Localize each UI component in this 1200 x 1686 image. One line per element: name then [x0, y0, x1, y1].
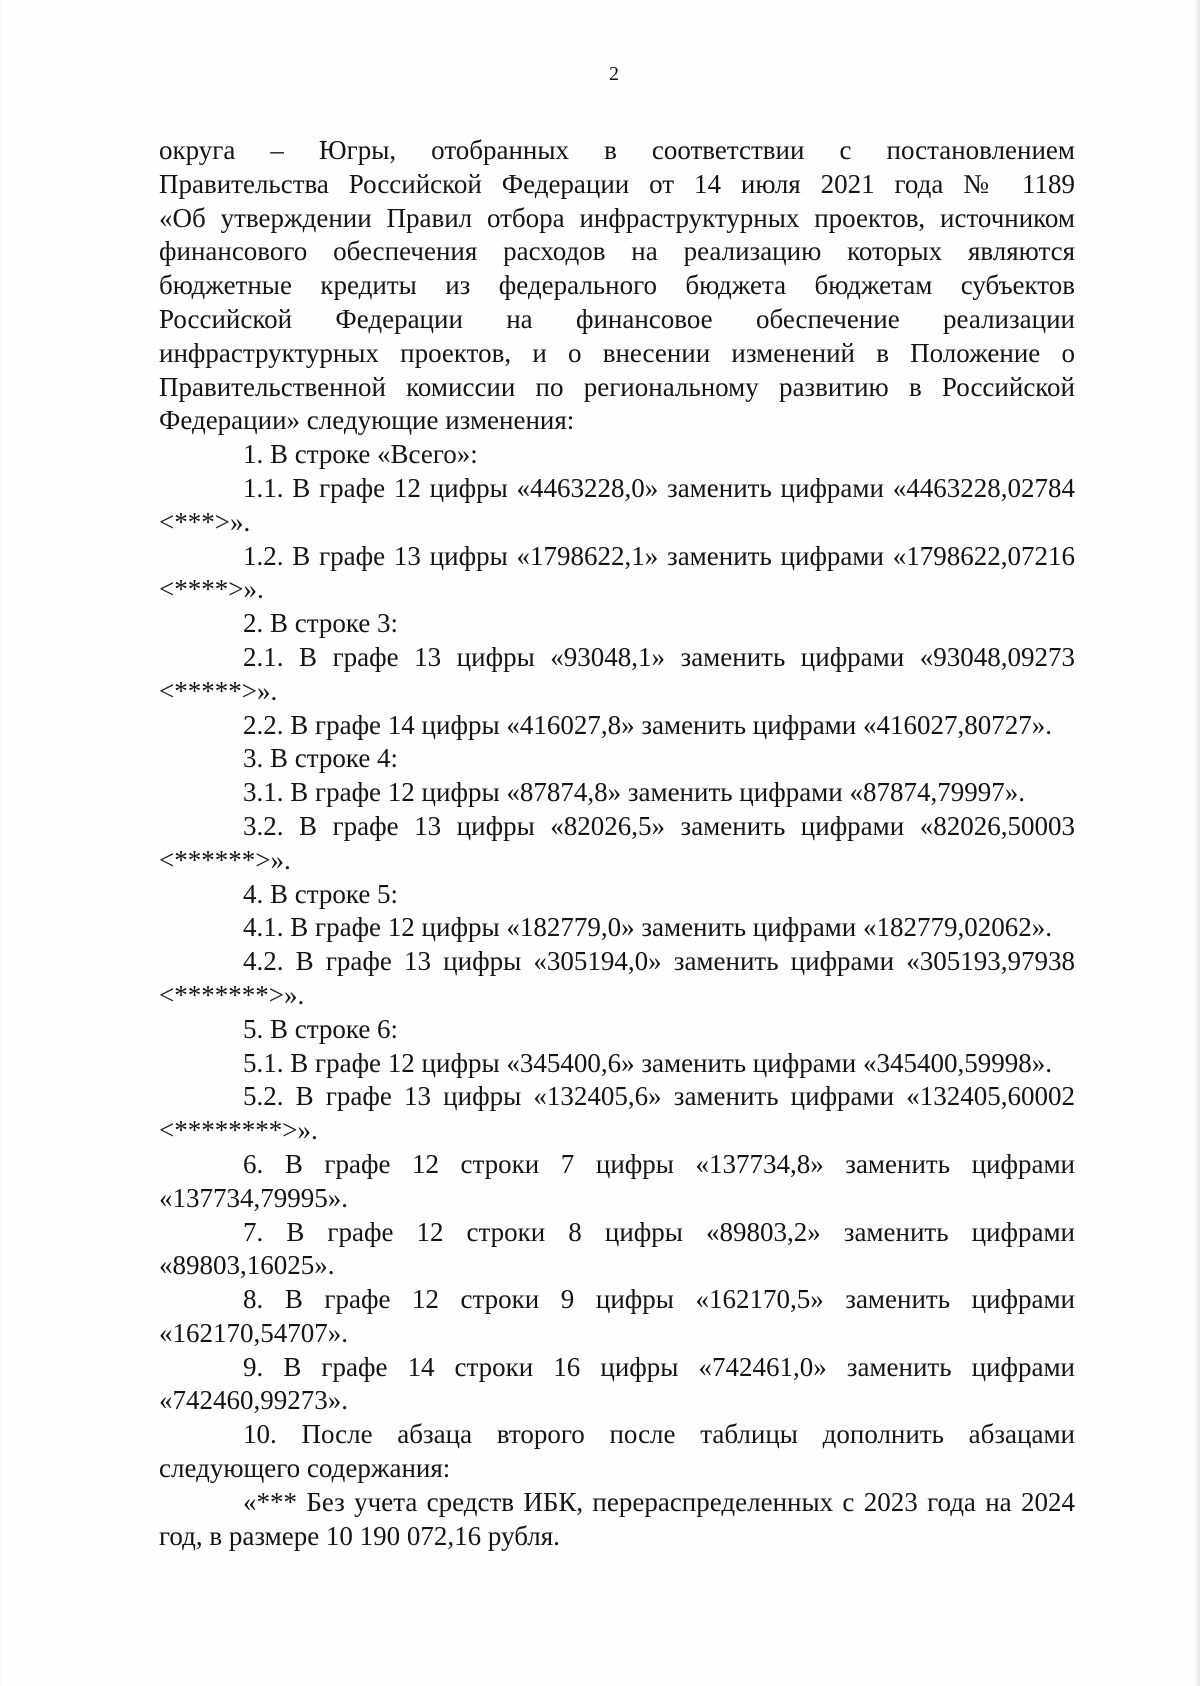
intro-line: Правительственной комиссии по региональному развитию в Российской	[159, 371, 1075, 402]
amendment-item: 8. В графе 12 строки 9 цифры «162170,5» заменить цифрами «162170,54707».	[159, 1284, 1075, 1348]
amendment-item: 1.2. В графе 13 цифры «1798622,1» заменить цифрами «1798622,07216 <****>».	[159, 540, 1075, 605]
amendment-item: 3.1. В графе 12 цифры «87874,8» заменить цифрами «87874,79997».	[243, 777, 1025, 808]
intro-line: округа – Югры, отобранных в соответствии с постановлением	[159, 135, 1075, 165]
amendment-item: 5.2. В графе 13 цифры «132405,6» заменить цифрами «132405,60002 <********>».	[159, 1081, 1075, 1146]
intro-line: Правительства Российской Федерации от 14 июля 2021 года № 1189	[159, 168, 1075, 199]
page-number: 2	[609, 63, 619, 85]
scan-edge-left	[0, 0, 3, 1686]
intro-line: «Об утверждении Правил отбора инфраструктурных проектов, источником	[159, 202, 1075, 233]
document-body	[159, 134, 1075, 1553]
amendment-item: 3. В строке 4:	[243, 743, 399, 774]
amendment-item: 1. В строке «Всего»:	[243, 439, 478, 470]
amendment-item: 3.2. В графе 13 цифры «82026,5» заменить цифрами «82026,50003 <******>».	[159, 810, 1075, 875]
amendment-item: 4.1. В графе 12 цифры «182779,0» заменить цифрами «182779,02062».	[243, 912, 1052, 943]
amendment-item: 1.1. В графе 12 цифры «4463228,0» заменить цифрами «4463228,02784 <***>».	[159, 472, 1075, 537]
amendment-item: 2.2. В графе 14 цифры «416027,8» заменить цифрами «416027,80727».	[243, 709, 1052, 740]
intro-line: финансового обеспечения расходов на реализацию которых являются	[159, 236, 1075, 267]
amendment-item: 5. В строке 6:	[243, 1013, 399, 1044]
amendment-item: 4.2. В графе 13 цифры «305194,0» заменить цифрами «305193,97938 <*******>».	[159, 946, 1075, 1010]
amendment-item: 4. В строке 5:	[243, 878, 399, 909]
amendment-item: 2.1. В графе 13 цифры «93048,1» заменить цифрами «93048,09273 <*****>».	[159, 641, 1075, 706]
intro-line: инфраструктурных проектов, и о внесении изменений в Положение о	[159, 337, 1075, 368]
amendment-item: «*** Без учета средств ИБК, перераспределенных с 2023 года на 2024 год, в размере 10 190 072,16 рубля.	[159, 1486, 1075, 1551]
scan-edge-right	[1194, 0, 1200, 1686]
intro-line: Федерации» следующие изменения:	[159, 405, 575, 436]
intro-line: Российской Федерации на финансовое обеспечение реализации	[159, 303, 1075, 334]
amendment-item: 6. В графе 12 строки 7 цифры «137734,8» заменить цифрами «137734,79995».	[159, 1148, 1075, 1213]
amendment-item: 10. После абзаца второго после таблицы дополнить абзацами следующего содержания:	[159, 1419, 1075, 1484]
amendment-item: 9. В графе 14 строки 16 цифры «742461,0» заменить цифрами «742460,99273».	[159, 1351, 1075, 1416]
amendment-item: 2. В строке 3:	[243, 608, 399, 639]
amendment-item: 5.1. В графе 12 цифры «345400,6» заменить цифрами «345400,59998».	[243, 1047, 1052, 1078]
intro-line: бюджетные кредиты из федерального бюджета бюджетам субъектов	[159, 270, 1075, 301]
amendment-item: 7. В графе 12 строки 8 цифры «89803,2» заменить цифрами «89803,16025».	[159, 1216, 1075, 1281]
